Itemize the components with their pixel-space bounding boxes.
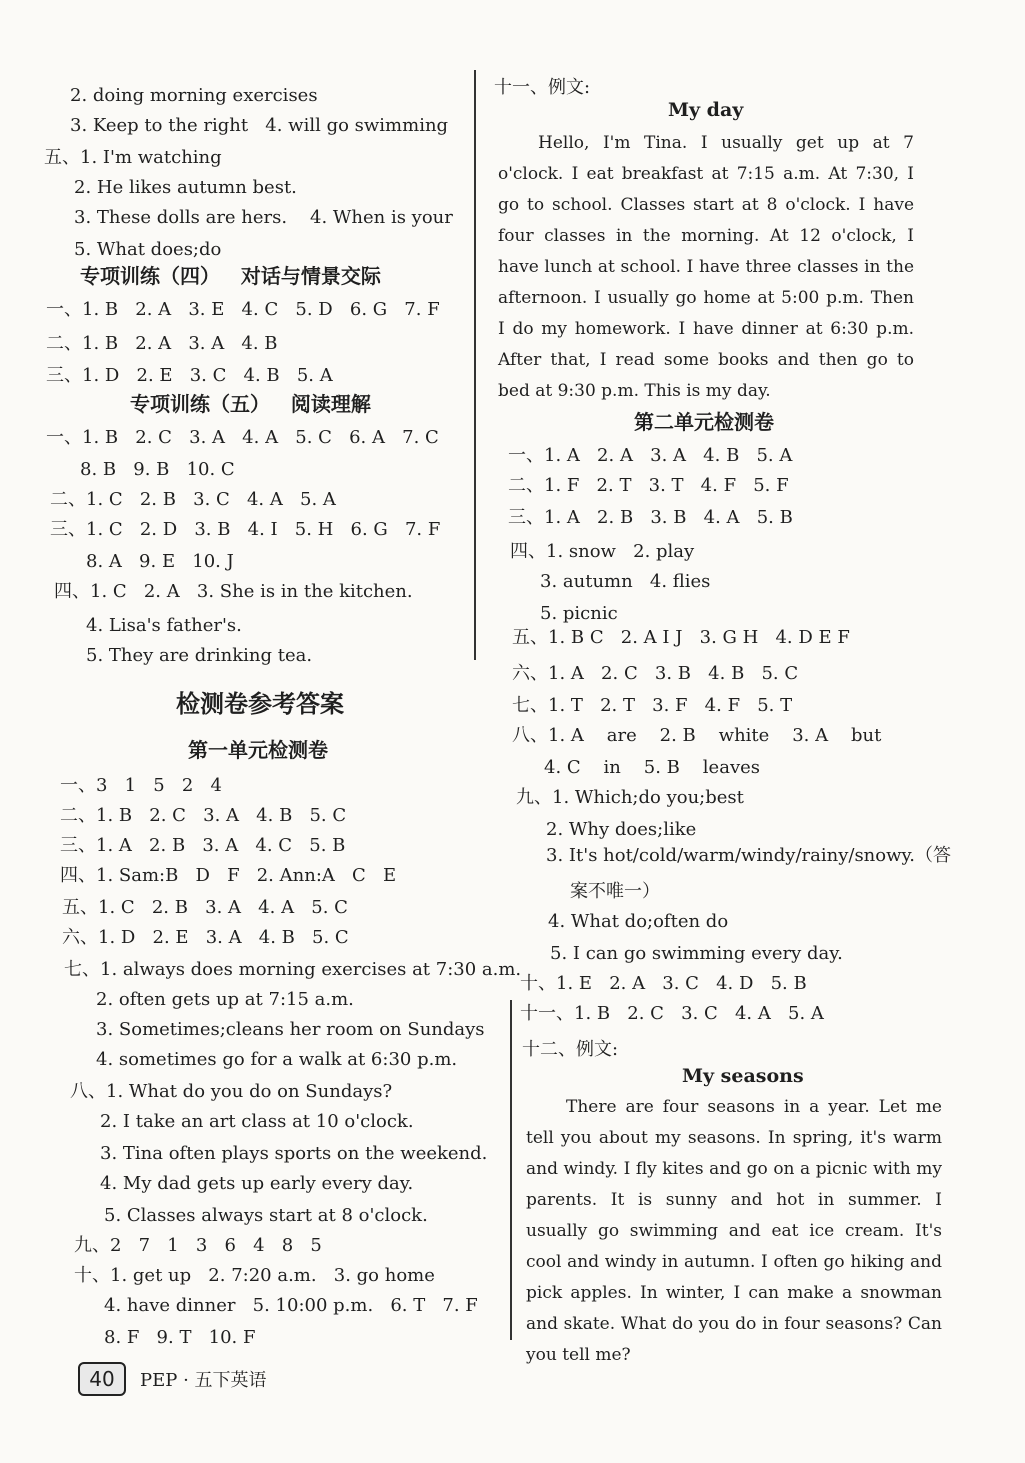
section-heading-right-0: My day	[668, 99, 744, 121]
answer-line-left-34: 4. have dinner 5. 10:00 p.m. 6. T 7. F	[104, 1295, 478, 1316]
answer-line-left-19: 三、1. A 2. B 3. A 4. C 5. B	[60, 835, 346, 856]
column-divider-bottom	[510, 1000, 512, 1340]
answer-line-left-2: 五、1. I'm watching	[44, 147, 222, 168]
answer-line-left-15: 4. Lisa's father's.	[86, 615, 242, 636]
answer-line-left-27: 八、1. What do you do on Sundays?	[70, 1081, 393, 1102]
answer-line-left-21: 五、1. C 2. B 3. A 4. A 5. C	[62, 897, 348, 918]
answer-line-left-20: 四、1. Sam:B D F 2. Ann:A C E	[60, 865, 397, 886]
answer-line-right-18: 十、1. E 2. A 3. C 4. D 5. B	[520, 973, 807, 994]
column-divider-top	[474, 70, 476, 660]
answer-line-left-29: 3. Tina often plays sports on the weekend.	[100, 1143, 488, 1164]
answer-line-right-0: 十一、例文:	[494, 77, 591, 98]
answer-line-left-13: 8. A 9. E 10. J	[86, 551, 234, 572]
answer-line-left-0: 2. doing morning exercises	[70, 85, 318, 106]
section-heading-left-0: 专项训练（四） 对话与情景交际	[80, 264, 381, 288]
answer-line-left-17: 一、3 1 5 2 4	[60, 775, 222, 796]
answer-line-right-11: 4. C in 5. B leaves	[544, 757, 760, 778]
answer-line-right-5: 3. autumn 4. flies	[540, 571, 711, 592]
answer-line-right-9: 七、1. T 2. T 3. F 4. F 5. T	[512, 695, 793, 716]
answer-line-right-1: 一、1. A 2. A 3. A 4. B 5. A	[508, 445, 793, 466]
answer-line-left-28: 2. I take an art class at 10 o'clock.	[100, 1111, 414, 1132]
answer-line-left-3: 2. He likes autumn best.	[74, 177, 297, 198]
answer-line-left-22: 六、1. D 2. E 3. A 4. B 5. C	[62, 927, 349, 948]
answer-line-left-35: 8. F 9. T 10. F	[104, 1327, 256, 1348]
answer-line-left-14: 四、1. C 2. A 3. She is in the kitchen.	[54, 581, 413, 602]
answer-line-left-26: 4. sometimes go for a walk at 6:30 p.m.	[96, 1049, 458, 1070]
answer-line-left-4: 3. These dolls are hers. 4. When is your	[74, 207, 453, 228]
answer-line-right-17: 5. I can go swimming every day.	[550, 943, 843, 964]
answer-line-right-16: 4. What do;often do	[548, 911, 729, 932]
answer-line-left-24: 2. often gets up at 7:15 a.m.	[96, 989, 354, 1010]
answer-line-left-7: 二、1. B 2. A 3. A 4. B	[46, 333, 278, 354]
answer-line-left-8: 三、1. D 2. E 3. C 4. B 5. A	[46, 365, 333, 386]
answer-line-left-30: 4. My dad gets up early every day.	[100, 1173, 414, 1194]
answer-line-left-5: 5. What does;do	[74, 239, 222, 260]
answer-line-right-19: 十一、1. B 2. C 3. C 4. A 5. A	[520, 1003, 824, 1024]
answer-line-left-25: 3. Sometimes;cleans her room on Sundays	[96, 1019, 485, 1040]
section-heading-left-2: 检测卷参考答案	[176, 690, 344, 718]
footer-label: PEP · 五下英语	[140, 1370, 267, 1391]
answer-line-right-15: 案不唯一）	[570, 881, 660, 902]
answer-line-left-10: 8. B 9. B 10. C	[80, 459, 235, 480]
answer-line-right-8: 六、1. A 2. C 3. B 4. B 5. C	[512, 663, 799, 684]
section-heading-left-3: 第一单元检测卷	[188, 738, 328, 762]
section-heading-left-1: 专项训练（五） 阅读理解	[130, 392, 371, 416]
answer-line-right-14: 3. It's hot/cold/warm/windy/rainy/snowy.（答	[546, 845, 952, 866]
answer-line-left-18: 二、1. B 2. C 3. A 4. B 5. C	[60, 805, 347, 826]
answer-line-left-11: 二、1. C 2. B 3. C 4. A 5. A	[50, 489, 336, 510]
answer-line-left-33: 十、1. get up 2. 7:20 a.m. 3. go home	[74, 1265, 435, 1286]
essay-my-day: Hello, I'm Tina. I usually get up at 7 o'clock. I eat breakfast at 7:15 a.m. At 7:30, I go to school. Classes start at 8 o'clock. I have four classes in the morning. At 12 o'clock, I have lunch at school. I have three classes in the afternoon. I usually go home at 5:00 p.m. Then I do my homework. I have dinner at 6:30 p.m. After that, I read some books and then go to bed at 9:30 p.m. This is my day.	[498, 133, 914, 401]
answer-line-left-9: 一、1. B 2. C 3. A 4. A 5. C 6. A 7. C	[46, 427, 439, 448]
answer-line-right-13: 2. Why does;like	[546, 819, 697, 840]
page-number: 40	[78, 1362, 126, 1396]
answer-line-right-7: 五、1. B C 2. A I J 3. G H 4. D E F	[512, 627, 850, 648]
answer-line-right-12: 九、1. Which;do you;best	[516, 787, 744, 808]
answer-line-left-12: 三、1. C 2. D 3. B 4. I 5. H 6. G 7. F	[50, 519, 441, 540]
answer-line-right-20: 十二、例文:	[522, 1039, 619, 1060]
essay-my-seasons: There are four seasons in a year. Let me tell you about my seasons. In spring, it's warm and windy. I fly kites and go on a picnic with my parents. It is sunny and hot in summer. I usually go swimming and eat ice cream. It's cool and windy in autumn. I often go hiking and pick apples. In winter, I can make a snowman and skate. What do you do in four seasons? Can you tell me?	[526, 1097, 942, 1365]
answer-line-right-10: 八、1. A are 2. B white 3. A but	[512, 725, 882, 746]
answer-line-left-1: 3. Keep to the right 4. will go swimming	[70, 115, 449, 136]
section-heading-right-1: 第二单元检测卷	[634, 410, 774, 434]
answer-line-right-3: 三、1. A 2. B 3. B 4. A 5. B	[508, 507, 793, 528]
answer-line-right-6: 5. picnic	[540, 603, 618, 624]
answer-line-left-32: 九、2 7 1 3 6 4 8 5	[74, 1235, 322, 1256]
answer-line-right-2: 二、1. F 2. T 3. T 4. F 5. F	[508, 475, 789, 496]
answer-line-left-23: 七、1. always does morning exercises at 7:30 a.m.	[64, 959, 522, 980]
answer-line-left-31: 5. Classes always start at 8 o'clock.	[104, 1205, 428, 1226]
section-heading-right-2: My seasons	[682, 1065, 804, 1087]
answer-line-left-16: 5. They are drinking tea.	[86, 645, 313, 666]
answer-line-left-6: 一、1. B 2. A 3. E 4. C 5. D 6. G 7. F	[46, 299, 440, 320]
answer-line-right-4: 四、1. snow 2. play	[510, 541, 695, 562]
